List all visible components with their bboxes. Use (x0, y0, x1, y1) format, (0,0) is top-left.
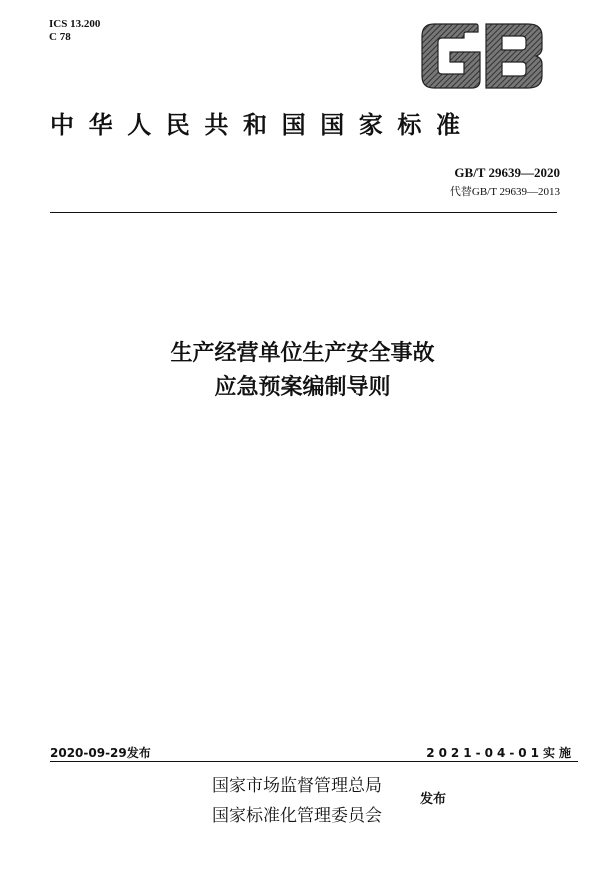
ics-code: ICS 13.200 (49, 18, 101, 30)
classification-codes (49, 18, 100, 44)
publish-date: 2020-09-29发布 (50, 746, 151, 760)
document-title-line1: 生产经营单位生产安全事故 (170, 341, 435, 366)
publish-label: 发布 (420, 792, 447, 807)
header-divider (50, 212, 557, 213)
document-title-line2: 应急预案编制导则 (214, 375, 391, 400)
ccs-code: C 78 (49, 31, 71, 43)
standard-number: GB/T 29639—2020 (454, 165, 560, 180)
national-standard-heading: 中华人民共和国国家标准 (50, 111, 475, 139)
issuer-sac: 国家标准化管理委员会 (212, 806, 382, 826)
implementation-date: 2021-04-01实施 (426, 746, 575, 760)
footer-divider (50, 761, 578, 762)
issuer-samr: 国家市场监督管理总局 (212, 776, 382, 796)
replaced-standard: 代替GB/T 29639—2013 (449, 186, 560, 198)
gb-logo-text: GB (482, 62, 484, 63)
gb-logo (420, 22, 544, 90)
